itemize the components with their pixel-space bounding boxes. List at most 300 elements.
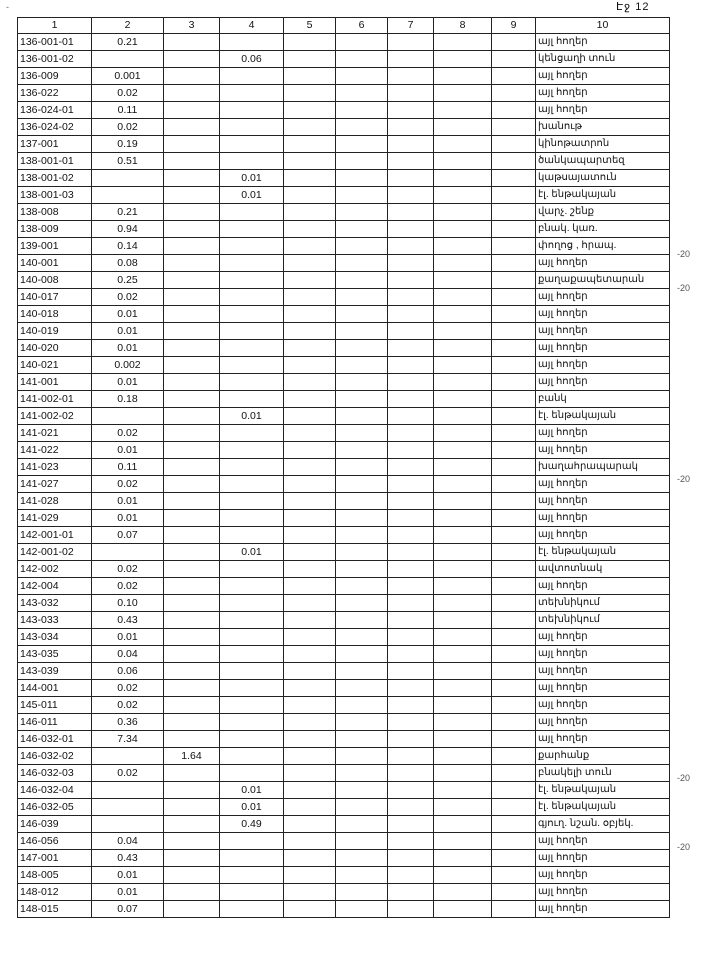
value-col2: 0.02 xyxy=(92,476,164,493)
empty-cell xyxy=(388,663,434,680)
table-row xyxy=(18,544,670,561)
empty-cell xyxy=(284,799,336,816)
empty-cell xyxy=(336,306,388,323)
value-col3 xyxy=(164,782,220,799)
empty-cell xyxy=(284,68,336,85)
value-col4 xyxy=(220,357,284,374)
empty-cell xyxy=(336,731,388,748)
parcel-code: 140-018 xyxy=(18,306,92,323)
table-row xyxy=(18,527,670,544)
margin-mark: -20 xyxy=(677,249,691,259)
empty-cell xyxy=(388,493,434,510)
table-row xyxy=(18,629,670,646)
empty-cell xyxy=(284,544,336,561)
value-col3 xyxy=(164,306,220,323)
empty-cell xyxy=(434,68,492,85)
empty-cell xyxy=(492,663,536,680)
empty-cell xyxy=(492,170,536,187)
value-col4 xyxy=(220,476,284,493)
empty-cell xyxy=(388,204,434,221)
empty-cell xyxy=(434,833,492,850)
value-col4 xyxy=(220,697,284,714)
empty-cell xyxy=(434,51,492,68)
empty-cell xyxy=(336,272,388,289)
empty-cell xyxy=(434,731,492,748)
value-col3 xyxy=(164,391,220,408)
land-use-description: այլ հողեր xyxy=(536,425,670,442)
empty-cell xyxy=(336,646,388,663)
parcel-code: 140-008 xyxy=(18,272,92,289)
empty-cell xyxy=(434,442,492,459)
empty-cell xyxy=(434,714,492,731)
value-col4 xyxy=(220,238,284,255)
value-col4 xyxy=(220,561,284,578)
table-row xyxy=(18,170,670,187)
empty-cell xyxy=(434,170,492,187)
empty-cell xyxy=(434,493,492,510)
value-col2: 0.04 xyxy=(92,646,164,663)
empty-cell xyxy=(336,68,388,85)
land-use-description: էլ. ենթակայան xyxy=(536,799,670,816)
column-header-5: 5 xyxy=(284,18,336,34)
parcel-code: 143-033 xyxy=(18,612,92,629)
value-col2: 0.01 xyxy=(92,493,164,510)
empty-cell xyxy=(284,867,336,884)
value-col3 xyxy=(164,510,220,527)
value-col2: 0.25 xyxy=(92,272,164,289)
empty-cell xyxy=(388,816,434,833)
value-col3 xyxy=(164,272,220,289)
value-col2: 0.02 xyxy=(92,425,164,442)
empty-cell xyxy=(434,612,492,629)
empty-cell xyxy=(336,153,388,170)
value-col2: 0.94 xyxy=(92,221,164,238)
value-col3 xyxy=(164,51,220,68)
column-header-3: 3 xyxy=(164,18,220,34)
land-use-description: քարհանք xyxy=(536,748,670,765)
value-col3 xyxy=(164,85,220,102)
value-col4: 0.06 xyxy=(220,51,284,68)
value-col4 xyxy=(220,204,284,221)
table-row xyxy=(18,578,670,595)
value-col2 xyxy=(92,544,164,561)
land-use-description: այլ հողեր xyxy=(536,901,670,918)
land-register-table xyxy=(17,17,670,918)
table-row xyxy=(18,68,670,85)
land-use-description: բանկ xyxy=(536,391,670,408)
table-row xyxy=(18,476,670,493)
value-col4 xyxy=(220,442,284,459)
empty-cell xyxy=(492,119,536,136)
empty-cell xyxy=(284,391,336,408)
empty-cell xyxy=(492,527,536,544)
value-col2: 0.51 xyxy=(92,153,164,170)
empty-cell xyxy=(336,323,388,340)
corner-tick: - xyxy=(6,2,9,12)
value-col2: 0.21 xyxy=(92,204,164,221)
land-use-description: այլ հողեր xyxy=(536,255,670,272)
parcel-code: 136-022 xyxy=(18,85,92,102)
value-col2: 0.02 xyxy=(92,697,164,714)
table-row xyxy=(18,306,670,323)
empty-cell xyxy=(388,867,434,884)
empty-cell xyxy=(336,459,388,476)
value-col3 xyxy=(164,204,220,221)
empty-cell xyxy=(388,102,434,119)
empty-cell xyxy=(492,204,536,221)
empty-cell xyxy=(336,578,388,595)
parcel-code: 136-009 xyxy=(18,68,92,85)
page-number: Էջ 12 xyxy=(616,1,650,13)
header-row xyxy=(18,18,670,34)
empty-cell xyxy=(284,765,336,782)
empty-cell xyxy=(284,612,336,629)
empty-cell xyxy=(336,697,388,714)
land-use-description: կենցաղի տուն xyxy=(536,51,670,68)
value-col3 xyxy=(164,901,220,918)
parcel-code: 142-001-02 xyxy=(18,544,92,561)
land-use-description: այլ հողեր xyxy=(536,476,670,493)
parcel-code: 146-011 xyxy=(18,714,92,731)
empty-cell xyxy=(492,544,536,561)
value-col4 xyxy=(220,136,284,153)
value-col2: 0.02 xyxy=(92,289,164,306)
parcel-code: 143-032 xyxy=(18,595,92,612)
empty-cell xyxy=(492,595,536,612)
margin-mark: -20 xyxy=(677,283,691,293)
value-col3 xyxy=(164,731,220,748)
table-row xyxy=(18,714,670,731)
empty-cell xyxy=(336,85,388,102)
table-row xyxy=(18,340,670,357)
column-header-7: 7 xyxy=(388,18,434,34)
margin-mark: -20 xyxy=(677,842,691,852)
empty-cell xyxy=(284,85,336,102)
parcel-code: 141-027 xyxy=(18,476,92,493)
parcel-code: 148-015 xyxy=(18,901,92,918)
parcel-code: 146-056 xyxy=(18,833,92,850)
empty-cell xyxy=(434,578,492,595)
value-col3 xyxy=(164,102,220,119)
land-use-description: այլ հողեր xyxy=(536,833,670,850)
empty-cell xyxy=(336,833,388,850)
column-header-6: 6 xyxy=(336,18,388,34)
empty-cell xyxy=(434,901,492,918)
empty-cell xyxy=(336,510,388,527)
value-col2: 0.04 xyxy=(92,833,164,850)
empty-cell xyxy=(492,901,536,918)
empty-cell xyxy=(492,442,536,459)
empty-cell xyxy=(284,629,336,646)
table-row xyxy=(18,442,670,459)
table-row xyxy=(18,663,670,680)
empty-cell xyxy=(434,850,492,867)
empty-cell xyxy=(434,561,492,578)
empty-cell xyxy=(284,136,336,153)
table-row xyxy=(18,221,670,238)
table-row xyxy=(18,272,670,289)
column-header-1: 1 xyxy=(18,18,92,34)
empty-cell xyxy=(434,323,492,340)
value-col2: 0.02 xyxy=(92,680,164,697)
margin-mark: -20 xyxy=(677,474,691,484)
empty-cell xyxy=(388,323,434,340)
parcel-code: 136-024-01 xyxy=(18,102,92,119)
empty-cell xyxy=(388,425,434,442)
empty-cell xyxy=(336,340,388,357)
parcel-code: 138-001-01 xyxy=(18,153,92,170)
land-use-description: այլ հողեր xyxy=(536,374,670,391)
empty-cell xyxy=(434,102,492,119)
empty-cell xyxy=(336,595,388,612)
value-col4 xyxy=(220,680,284,697)
value-col3 xyxy=(164,646,220,663)
value-col4 xyxy=(220,833,284,850)
value-col4: 0.01 xyxy=(220,799,284,816)
empty-cell xyxy=(492,833,536,850)
empty-cell xyxy=(388,544,434,561)
value-col2: 0.43 xyxy=(92,612,164,629)
empty-cell xyxy=(284,306,336,323)
parcel-code: 136-001-01 xyxy=(18,34,92,51)
empty-cell xyxy=(492,578,536,595)
land-use-description: գյուղ. նշան. օբյեկ. xyxy=(536,816,670,833)
value-col3 xyxy=(164,170,220,187)
empty-cell xyxy=(284,442,336,459)
table-row xyxy=(18,850,670,867)
empty-cell xyxy=(492,306,536,323)
land-use-description: այլ հողեր xyxy=(536,527,670,544)
empty-cell xyxy=(336,527,388,544)
empty-cell xyxy=(388,187,434,204)
empty-cell xyxy=(388,646,434,663)
value-col4 xyxy=(220,323,284,340)
land-use-description: այլ հողեր xyxy=(536,34,670,51)
value-col4 xyxy=(220,374,284,391)
land-use-description: բնակելի տուն xyxy=(536,765,670,782)
value-col4 xyxy=(220,748,284,765)
value-col3 xyxy=(164,833,220,850)
empty-cell xyxy=(336,850,388,867)
empty-cell xyxy=(284,510,336,527)
value-col2: 0.14 xyxy=(92,238,164,255)
empty-cell xyxy=(492,238,536,255)
value-col3: 1.64 xyxy=(164,748,220,765)
empty-cell xyxy=(492,697,536,714)
value-col3 xyxy=(164,799,220,816)
table-row xyxy=(18,51,670,68)
empty-cell xyxy=(388,731,434,748)
empty-cell xyxy=(434,544,492,561)
table-row xyxy=(18,119,670,136)
empty-cell xyxy=(492,765,536,782)
empty-cell xyxy=(336,102,388,119)
value-col2: 0.02 xyxy=(92,85,164,102)
value-col4 xyxy=(220,221,284,238)
empty-cell xyxy=(336,442,388,459)
empty-cell xyxy=(284,595,336,612)
land-use-description: վարչ. շենք xyxy=(536,204,670,221)
empty-cell xyxy=(284,850,336,867)
value-col4 xyxy=(220,612,284,629)
empty-cell xyxy=(434,646,492,663)
empty-cell xyxy=(492,34,536,51)
table-row xyxy=(18,204,670,221)
empty-cell xyxy=(492,153,536,170)
table-row xyxy=(18,595,670,612)
table-row xyxy=(18,680,670,697)
land-use-description: խաղահրապարակ xyxy=(536,459,670,476)
empty-cell xyxy=(284,901,336,918)
empty-cell xyxy=(434,153,492,170)
empty-cell xyxy=(336,255,388,272)
table-row xyxy=(18,799,670,816)
land-use-description: այլ հողեր xyxy=(536,68,670,85)
empty-cell xyxy=(284,714,336,731)
empty-cell xyxy=(336,663,388,680)
empty-cell xyxy=(284,51,336,68)
table-row xyxy=(18,510,670,527)
table-row xyxy=(18,731,670,748)
value-col2: 0.36 xyxy=(92,714,164,731)
empty-cell xyxy=(492,408,536,425)
parcel-code: 146-039 xyxy=(18,816,92,833)
value-col3 xyxy=(164,408,220,425)
empty-cell xyxy=(284,221,336,238)
empty-cell xyxy=(492,374,536,391)
empty-cell xyxy=(388,85,434,102)
empty-cell xyxy=(336,493,388,510)
table-row xyxy=(18,187,670,204)
value-col4 xyxy=(220,306,284,323)
parcel-code: 140-021 xyxy=(18,357,92,374)
empty-cell xyxy=(336,374,388,391)
land-use-description: կաթսայատուն xyxy=(536,170,670,187)
table-row xyxy=(18,323,670,340)
value-col3 xyxy=(164,595,220,612)
empty-cell xyxy=(284,289,336,306)
empty-cell xyxy=(492,255,536,272)
land-use-description: այլ հողեր xyxy=(536,884,670,901)
value-col4 xyxy=(220,714,284,731)
parcel-code: 141-002-01 xyxy=(18,391,92,408)
parcel-code: 146-032-04 xyxy=(18,782,92,799)
value-col4 xyxy=(220,646,284,663)
empty-cell xyxy=(434,629,492,646)
empty-cell xyxy=(388,748,434,765)
value-col3 xyxy=(164,680,220,697)
value-col2: 7.34 xyxy=(92,731,164,748)
empty-cell xyxy=(388,340,434,357)
empty-cell xyxy=(492,136,536,153)
value-col3 xyxy=(164,714,220,731)
table-row xyxy=(18,833,670,850)
value-col2: 0.11 xyxy=(92,459,164,476)
land-use-description: ծանկապարտեզ xyxy=(536,153,670,170)
empty-cell xyxy=(492,272,536,289)
empty-cell xyxy=(284,697,336,714)
empty-cell xyxy=(434,782,492,799)
empty-cell xyxy=(388,799,434,816)
parcel-code: 142-001-01 xyxy=(18,527,92,544)
table-row xyxy=(18,646,670,663)
column-header-2: 2 xyxy=(92,18,164,34)
table-row xyxy=(18,884,670,901)
empty-cell xyxy=(336,136,388,153)
land-use-description: այլ հողեր xyxy=(536,323,670,340)
land-use-description: էլ. ենթակայան xyxy=(536,408,670,425)
value-col3 xyxy=(164,357,220,374)
parcel-code: 141-028 xyxy=(18,493,92,510)
value-col2: 0.01 xyxy=(92,306,164,323)
value-col2: 0.06 xyxy=(92,663,164,680)
value-col2: 0.07 xyxy=(92,527,164,544)
value-col3 xyxy=(164,255,220,272)
parcel-code: 141-021 xyxy=(18,425,92,442)
empty-cell xyxy=(434,204,492,221)
value-col4 xyxy=(220,85,284,102)
value-col3 xyxy=(164,850,220,867)
empty-cell xyxy=(388,884,434,901)
value-col4: 0.01 xyxy=(220,782,284,799)
value-col4 xyxy=(220,289,284,306)
value-col2 xyxy=(92,170,164,187)
empty-cell xyxy=(284,459,336,476)
value-col4 xyxy=(220,527,284,544)
empty-cell xyxy=(492,867,536,884)
empty-cell xyxy=(336,561,388,578)
empty-cell xyxy=(284,187,336,204)
land-use-description: այլ հողեր xyxy=(536,680,670,697)
empty-cell xyxy=(388,680,434,697)
empty-cell xyxy=(434,748,492,765)
parcel-code: 143-035 xyxy=(18,646,92,663)
parcel-code: 143-039 xyxy=(18,663,92,680)
land-use-description: այլ հողեր xyxy=(536,357,670,374)
empty-cell xyxy=(434,119,492,136)
value-col4: 0.01 xyxy=(220,408,284,425)
empty-cell xyxy=(434,527,492,544)
parcel-code: 137-001 xyxy=(18,136,92,153)
parcel-code: 139-001 xyxy=(18,238,92,255)
empty-cell xyxy=(434,255,492,272)
empty-cell xyxy=(492,187,536,204)
value-col2: 0.02 xyxy=(92,765,164,782)
empty-cell xyxy=(492,102,536,119)
table-row xyxy=(18,816,670,833)
value-col2: 0.21 xyxy=(92,34,164,51)
empty-cell xyxy=(434,510,492,527)
empty-cell xyxy=(388,306,434,323)
empty-cell xyxy=(336,187,388,204)
empty-cell xyxy=(492,391,536,408)
empty-cell xyxy=(434,221,492,238)
table-row xyxy=(18,901,670,918)
land-use-description: այլ հողեր xyxy=(536,102,670,119)
empty-cell xyxy=(388,595,434,612)
empty-cell xyxy=(434,238,492,255)
empty-cell xyxy=(492,323,536,340)
empty-cell xyxy=(434,799,492,816)
empty-cell xyxy=(388,578,434,595)
table-body xyxy=(18,34,670,918)
empty-cell xyxy=(336,714,388,731)
value-col4 xyxy=(220,629,284,646)
empty-cell xyxy=(284,170,336,187)
value-col2: 0.02 xyxy=(92,119,164,136)
empty-cell xyxy=(336,612,388,629)
parcel-code: 145-011 xyxy=(18,697,92,714)
